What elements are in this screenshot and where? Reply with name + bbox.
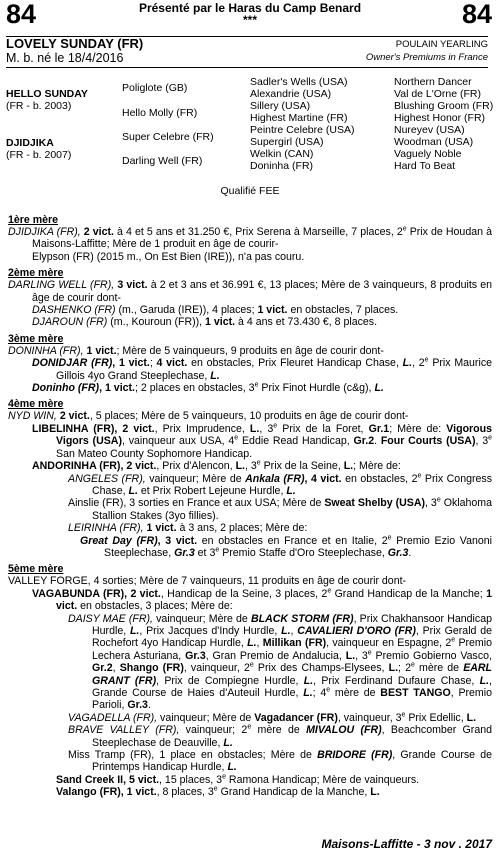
lot-number-left: 84 (6, 0, 37, 29)
section-5th-dam: 5ème mère (8, 563, 64, 576)
ped-g3-7: Vaguely Noble (394, 148, 462, 160)
ped-g3-1: Northern Dancer (394, 76, 472, 88)
ped-g3-4: Highest Honor (FR) (394, 112, 486, 124)
dam-5-produce-1: VAGABUNDA (FR), 2 vict., Handicap de la Seine, 3 places, 2e Grand Handicap de la Manche; 1 vict. en obstacles, 3 places; Mère de: (32, 587, 492, 613)
dam-5-grandproduce-3: BRAVE VALLEY (FR), vainqueur; 2e mère de MIVALOU (FR), Beachcomber Grand Steeplechase de Deauville, L. (68, 723, 492, 749)
dam-2-produce-2: DJAROUN (FR) (m., Kouroun (FR)), 1 vict. à 4 ans et 73.430 €, 8 places. (32, 316, 378, 329)
dam-2-produce-1: DASHENKO (FR) (m., Garuda (IRE)), 4 places; 1 vict. en obstacles, 7 places. (32, 304, 399, 317)
section-3rd-dam: 3ème mère (8, 332, 64, 345)
ped-g2-7: Welkin (CAN) (250, 148, 314, 160)
pedigree (6, 76, 494, 176)
sale-footer: Maisons-Laffitte - 3 nov . 2017 (321, 837, 492, 851)
dam-name: DJIDJIKA (6, 137, 54, 149)
ped-g3-6: Woodman (USA) (394, 136, 474, 148)
ped-g2-8: Doninha (FR) (250, 160, 314, 172)
dam-1-produce: Elypson (FR) (2015 m., On Est Bien (IRE)), n'a pas couru. (32, 250, 305, 263)
ped-g1-3: Super Celebre (FR) (122, 131, 214, 143)
stars: *** (242, 13, 257, 27)
ped-g3-5: Nureyev (USA) (394, 124, 465, 136)
dam-5-grandproduce-4: Miss Tramp (FR), 1 place en obstacles; Mère de BRIDORE (FR), Grande Course de Printemps Handicap Hurdle, L. (68, 749, 492, 774)
dam-5-grandproduce-1: DAISY MAE (FR), vainqueur; Mère de BLACK STORM (FR), Prix Chakhansoor Handicap Hurdle, L., Prix Jacques d'Indy Hurdle, L., CAVALIERI D'ORO (FR), Prix Gerald de Rochefort 4yo Handicap Hurdle, L., Millikan (FR), vainqueur en Espagne, 2e Premio Lechera Asturiana, Gr.3, Gran Premio de Andalucia, L., 3e Premio Gobierno Vasco, Gr.2, Shango (FR), vainqueur, 2e Prix des Champs-Elysees, L.; 2e mère de EARL GRANT (FR), Prix de Compiegne Hurdle, L., Prix Ferdinand Dufaure Chase, L., Grande Course de Haies d'Auteuil Hurdle, L.; 4e mère de BEST TANGO, Premio Parioli, Gr.3. (68, 612, 493, 712)
dam-4-grandproduce-2: Ainslie (FR), 3 sorties en France et aux USA; Mère de Sweat Shelby (USA), 3e Oklahoma Stallion Stakes (3yo fillies). (68, 496, 492, 522)
dam-5-produce-2: Sand Creek II, 5 vict., 15 places, 3e Ramona Handicap; Mère de vainqueurs. (56, 773, 420, 786)
sire-info: (FR - b. 2003) (6, 100, 72, 112)
ped-g3-3: Blushing Groom (FR) (394, 100, 494, 112)
horse-header (6, 36, 488, 68)
dam-4-grandproduce-3: LEIRINHA (FR), 1 vict. à 3 ans, 2 places; Mère de: (68, 522, 308, 535)
dam-5-produce-3: Valango (FR), 1 vict., 8 places, 3e Grand Handicap de la Manche, L. (56, 785, 380, 799)
ped-g3-2: Val de L'Orne (FR) (394, 88, 482, 100)
ped-g1-2: Hello Molly (FR) (122, 107, 198, 119)
ped-g2-5: Peintre Celebre (USA) (250, 124, 355, 136)
horse-birth: M. b. né le 18/4/2016 (6, 51, 124, 65)
ped-g2-4: Highest Martine (FR) (250, 112, 348, 124)
dam-3-produce-1: DONIDJAR (FR), 1 vict.; 4 vict. en obstacles, Prix Fleuret Handicap Chase, L., 2e Prix Maurice Gillois 4yo Grand Steeplechase, L. (32, 356, 493, 382)
section-1st-dam: 1ère mère (8, 214, 59, 226)
dam-4-entry: NYD WIN, 2 vict., 5 places; Mère de 5 vainqueurs, 10 produits en âge de courir dont- (8, 410, 409, 423)
lot-number-right: 84 (461, 0, 492, 29)
ped-g2-1: Sadler's Wells (USA) (250, 76, 348, 88)
horse-type: POULAIN YEARLING (395, 39, 488, 50)
dam-2-entry: DARLING WELL (FR), 3 vict. à 2 et 3 ans et 36.991 €, 13 places; Mère de 3 vainqueurs, 8 produits en âge de courir dont- (8, 279, 492, 304)
dam-5-entry: VALLEY FORGE, 4 sorties; Mère de 7 vainqueurs, 11 produits en âge de courir dont- (8, 575, 407, 588)
dam-5-grandproduce-2: VAGADELLA (FR), vainqueur; Mère de Vagadancer (FR), vainqueur, 3e Prix Edellic, L. (68, 711, 477, 724)
ped-g3-8: Hard To Beat (394, 160, 456, 172)
dam-3-produce-2: Doninho (FR), 1 vict.; 2 places en obstacles, 3e Prix Finot Hurdle (c&g), L. (32, 381, 384, 395)
qualification: Qualifié FEE (220, 185, 280, 197)
dam-1-entry: DJIDJIKA (FR), 2 vict. à 4 et 5 ans et 31.250 €, Prix Serena à Marseille, 7 places, 2e Prix de Houdan à Maisons-Laffitte; Mère de 1 produit en âge de courir- (8, 225, 492, 251)
dam-4-grandproduce-1: ANGELES (FR), vainqueur; Mère de Ankala (FR), 4 vict. en obstacles, 2e Prix Congress Chase, L. et Prix Robert Lejeune Hurdle, L. (68, 471, 492, 497)
presented-by: Présenté par le Haras du Camp Benard (138, 1, 362, 15)
dam-4-produce-2: ANDORINHA (FR), 2 vict., Prix d'Alencon, L., 3e Prix de la Seine, L.; Mère de: (32, 459, 401, 473)
dam-info: (FR - b. 2007) (6, 149, 72, 161)
horse-name: LOVELY SUNDAY (FR) (6, 36, 144, 51)
horse-category: Owner's Premiums in France (365, 52, 488, 63)
ped-g1-4: Darling Well (FR) (122, 155, 203, 167)
ped-g2-2: Alexandrie (USA) (250, 88, 332, 100)
ped-g2-6: Supergirl (USA) (250, 136, 324, 148)
ped-g1-1: Poliglote (GB) (122, 82, 188, 94)
section-4th-dam: 4ème mère (8, 398, 64, 411)
dam-4-greatgrandproduce-1: Great Day (FR), 3 vict. en obstacles en France et en Italie, 2e Premio Ezio Vanoni Steeplechase, Gr.3 et 3e Premio Staffe d'Oro Steeplechase, Gr.3. (80, 534, 492, 559)
produce-record (8, 210, 492, 799)
dam-4-produce-1: LIBELINHA (FR), 2 vict., Prix Imprudence, L., 3e Prix de la Foret, Gr.1; Mère de: Vigorous Vigors (USA), vainqueur aux USA, 4e Eddie Read Handicap, Gr.2. Four Courts (USA), 3e San Mateo County Sophomore Handicap. (32, 422, 493, 460)
dam-3-entry: DONINHA (FR), 1 vict.; Mère de 5 vainqueurs, 9 produits en âge de courir dont- (8, 344, 384, 357)
section-2nd-dam: 2ème mère (8, 267, 64, 280)
sire-name: HELLO SUNDAY (6, 88, 88, 100)
ped-g2-3: Sillery (USA) (250, 100, 311, 112)
